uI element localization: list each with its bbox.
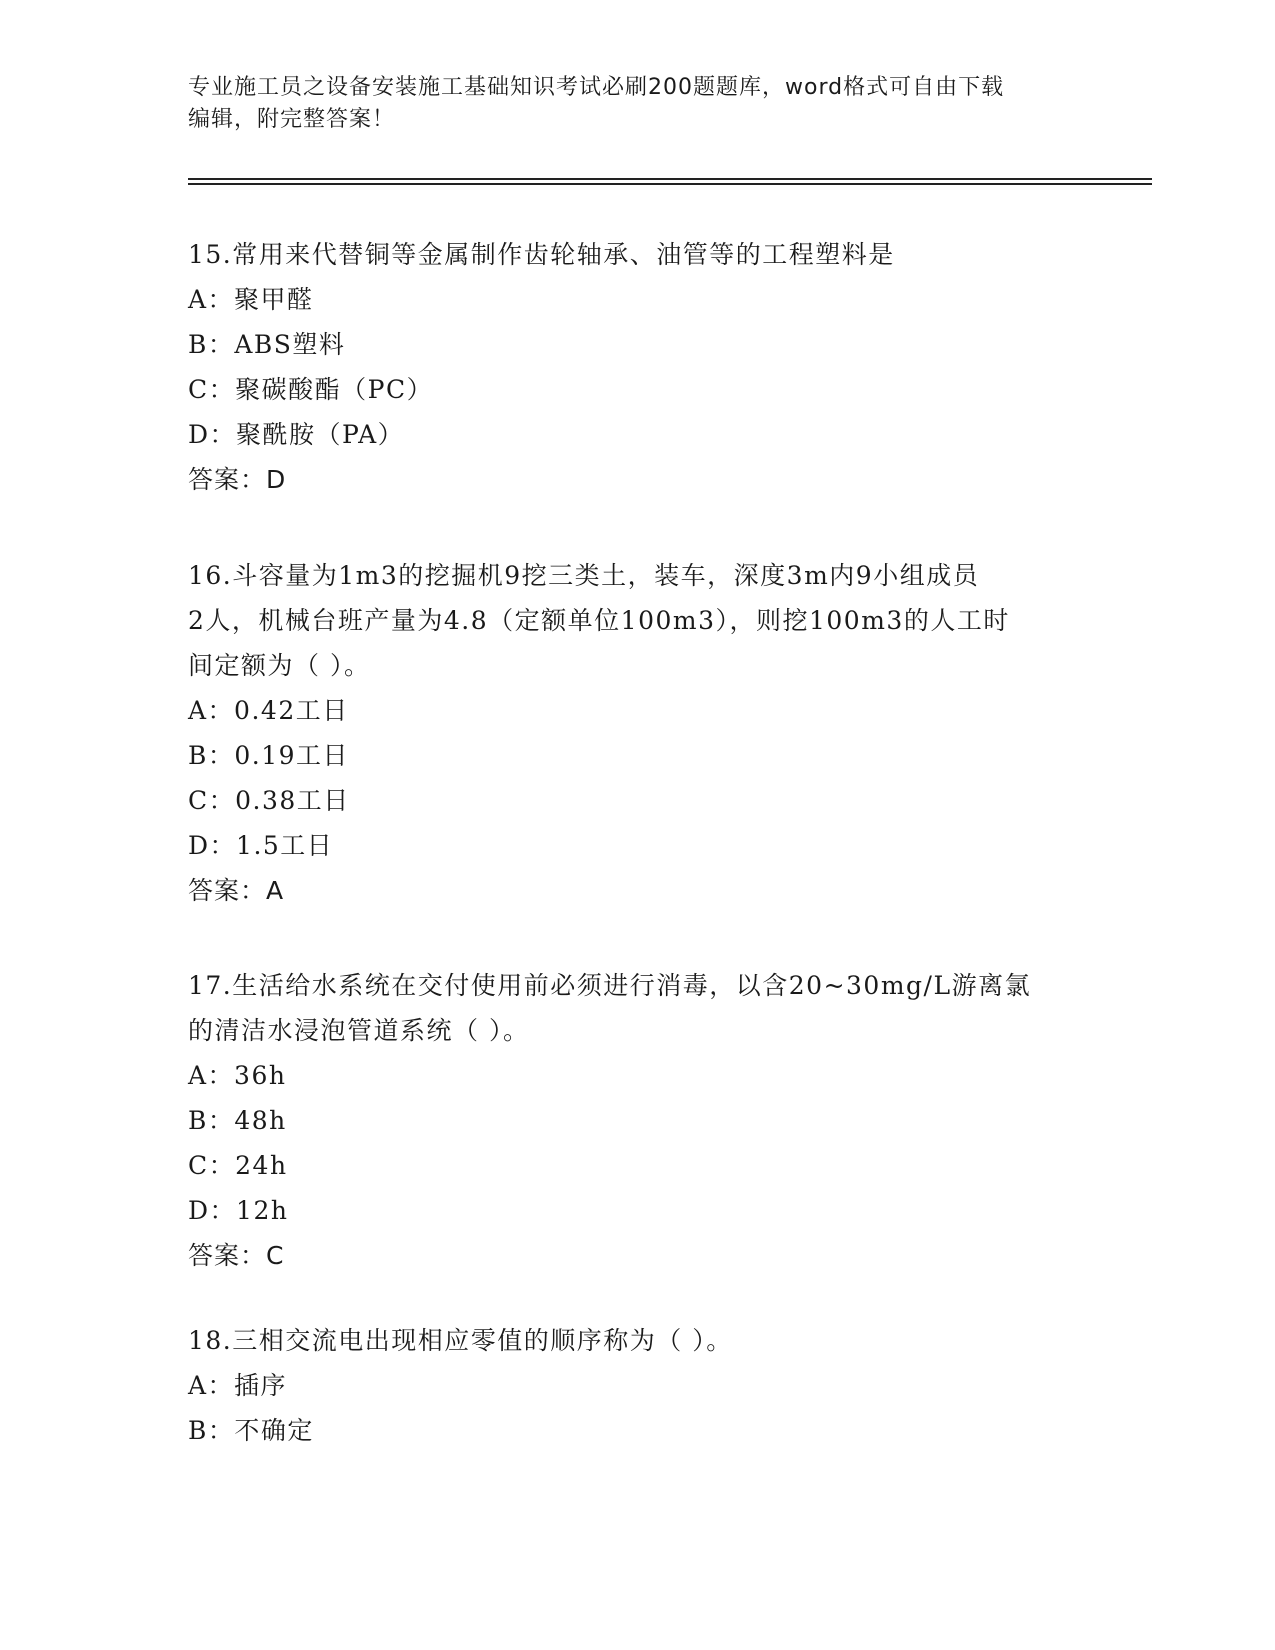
question-17 — [188, 963, 1088, 1278]
header-line-1: 专业施工员之设备安装施工基础知识考试必刷200题题库，word格式可自由下载 — [188, 75, 1005, 100]
option-c: C：24h — [188, 1151, 288, 1180]
option-c: C：聚碳酸酯（PC） — [188, 375, 434, 404]
header-divider-top — [188, 178, 1152, 180]
question-stem: 的清洁水浸泡管道系统（ ）。 — [188, 1016, 530, 1045]
option-b: B：0.19工日 — [188, 741, 350, 770]
answer: 答案：C — [188, 1241, 285, 1270]
option-a: A：插序 — [188, 1371, 288, 1400]
option-a: A：聚甲醛 — [188, 285, 314, 314]
question-stem: 间定额为（ ）。 — [188, 651, 371, 680]
question-stem: 2人，机械台班产量为4.8（定额单位100m3），则挖100m3的人工时 — [188, 606, 1010, 635]
question-stem: 16.斗容量为1m3的挖掘机9挖三类土，装车，深度3m内9小组成员 — [188, 561, 980, 590]
document-header — [188, 72, 1088, 136]
header-line-2: 编辑，附完整答案！ — [188, 107, 396, 132]
question-stem: 17.生活给水系统在交付使用前必须进行消毒，以含20~30mg/L游离氯 — [188, 971, 1032, 1000]
option-c: C：0.38工日 — [188, 786, 350, 815]
header-divider-bottom — [188, 183, 1152, 185]
question-stem: 18.三相交流电出现相应零值的顺序称为（ ）。 — [188, 1326, 733, 1355]
question-16 — [188, 553, 1088, 913]
option-d: D：12h — [188, 1196, 289, 1225]
question-15 — [188, 232, 1088, 502]
answer: 答案：A — [188, 876, 285, 905]
option-b: B：48h — [188, 1106, 287, 1135]
option-d: D：聚酰胺（PA） — [188, 420, 405, 449]
option-b: B：不确定 — [188, 1416, 314, 1445]
question-stem: 15.常用来代替铜等金属制作齿轮轴承、油管等的工程塑料是 — [188, 240, 895, 269]
answer: 答案：D — [188, 465, 287, 494]
option-d: D：1.5工日 — [188, 831, 334, 860]
option-a: A：36h — [188, 1061, 287, 1090]
option-a: A：0.42工日 — [188, 696, 349, 725]
question-18 — [188, 1318, 1088, 1453]
option-b: B：ABS塑料 — [188, 330, 346, 359]
